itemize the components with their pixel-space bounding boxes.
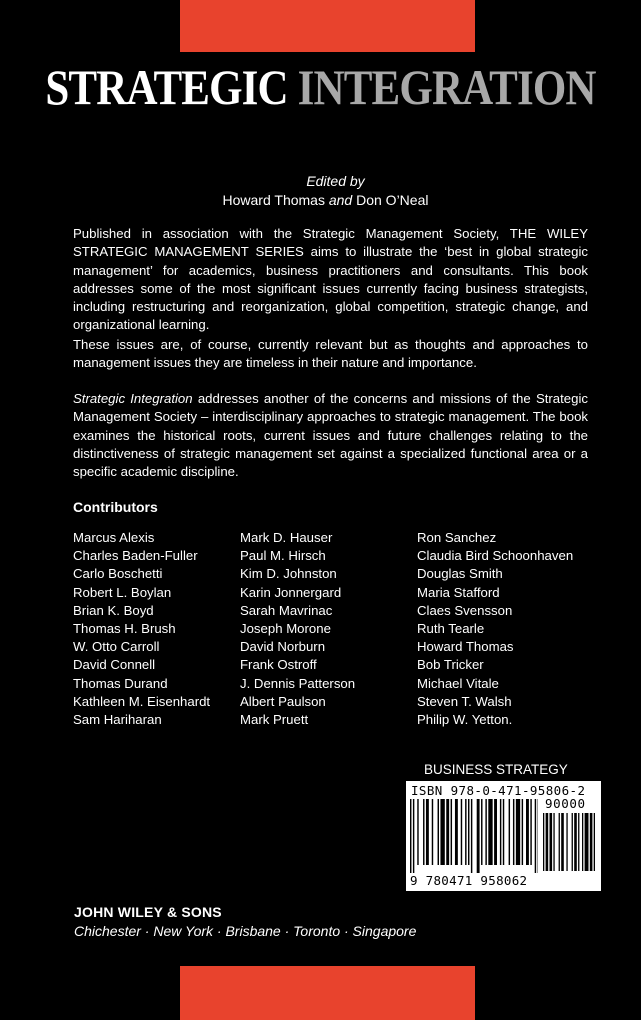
barcode-bar <box>535 799 536 873</box>
contributors-column-3 <box>417 529 573 729</box>
contributor-name: Joseph Morone <box>240 620 331 636</box>
contributor-name: Claes Svensson <box>417 602 513 618</box>
editor-1: Howard Thomas <box>222 192 325 208</box>
barcode-bar <box>471 799 472 873</box>
barcode-bar <box>559 813 560 871</box>
contributor-name: David Connell <box>73 657 156 673</box>
title-word-strategic: STRATEGIC <box>45 59 288 115</box>
barcode-bar <box>550 813 553 871</box>
top-red-bar <box>180 0 475 52</box>
book-title <box>45 58 596 116</box>
contributor-name: Ruth Tearle <box>417 620 485 636</box>
barcode-bar <box>410 799 411 873</box>
ean-digits: 9 780471 958062 <box>410 873 528 888</box>
barcode-bar <box>446 799 449 865</box>
contributor-name: Sam Hariharan <box>73 711 162 727</box>
barcode-bar <box>426 799 429 865</box>
editors-block <box>0 172 641 210</box>
barcode-bar <box>530 799 531 865</box>
barcode-bar <box>546 813 549 871</box>
barcode-bar <box>578 813 579 871</box>
barcode-bar <box>440 799 444 865</box>
contributor-name: David Norburn <box>240 639 326 655</box>
barcode-bar <box>509 799 510 865</box>
description-paragraph-3 <box>73 390 588 481</box>
barcode-bar <box>553 813 554 871</box>
barcode-bar <box>468 799 469 865</box>
barcode-bar <box>513 799 514 865</box>
barcode-bar <box>516 799 520 865</box>
contributor-name: Howard Thomas <box>417 639 514 655</box>
contributors-column-2 <box>240 529 355 729</box>
barcode-bar <box>451 799 452 865</box>
description-paragraph-1: Published in association with the Strategic Management Society, THE WILEY STRATEGIC MANAGEMENT SERIES aims to illustrate the ‘best in global strategic management’ for academics, business practitioners and consultants. This book addresses some of the most significant issues currently facing business strategists, including restructuring and reorganization, global competition, strategic change, and organizational learning. <box>73 226 588 333</box>
contributor-name: Steven T. Walsh <box>417 693 512 709</box>
barcode-bar <box>522 799 523 865</box>
addon-digits: 90000 <box>545 796 586 811</box>
contributor-name: Maria Stafford <box>417 584 500 600</box>
contributor-name: Albert Paulson <box>240 693 326 709</box>
and-word: and <box>328 192 353 208</box>
contributor-name: Philip W. Yetton. <box>417 711 513 727</box>
contributor-name: Frank Ostroff <box>240 657 317 673</box>
barcode-bar <box>500 799 501 865</box>
barcode-bar <box>590 813 593 871</box>
contributor-name: Carlo Boschetti <box>73 566 163 582</box>
barcode-bar <box>582 813 583 871</box>
publisher-cities: Chichester · New York · Brisbane · Toronto · Singapore <box>74 923 417 939</box>
contributor-name: Marcus Alexis <box>73 530 155 545</box>
contributor-name: Kim D. Johnston <box>240 566 337 582</box>
contributor-name: J. Dennis Patterson <box>240 675 356 691</box>
barcode-bar <box>585 813 589 871</box>
contributor-name: Thomas Durand <box>73 675 168 691</box>
contributor-name: Karin Jonnergard <box>240 584 342 600</box>
isbn-barcode <box>406 781 601 891</box>
contributor-name: Mark Pruett <box>240 711 309 727</box>
barcode-bar <box>413 799 414 873</box>
contributor-name: Mark D. Hauser <box>240 530 333 545</box>
ean-barcode-bars <box>410 799 538 875</box>
publisher-name: JOHN WILEY & SONS <box>74 904 222 920</box>
contributor-name: Charles Baden-Fuller <box>73 548 198 564</box>
book-title-italic: Strategic Integration <box>73 391 193 406</box>
editor-names <box>0 191 641 210</box>
contributors-heading: Contributors <box>73 499 158 515</box>
barcode-bar <box>572 813 573 871</box>
barcode-bar <box>417 799 418 865</box>
contributor-name: Bob Tricker <box>417 657 484 673</box>
contributors-column-1 <box>73 529 210 729</box>
barcode-bar <box>455 799 458 865</box>
isbn-text: ISBN 978-0-471-95806-2 <box>411 783 586 798</box>
contributor-name: Ron Sanchez <box>417 530 497 545</box>
barcode-bar <box>481 799 482 865</box>
contributor-name: Michael Vitale <box>417 675 499 691</box>
category-label: BUSINESS STRATEGY <box>424 762 568 777</box>
barcode-bar <box>594 813 595 871</box>
contributor-name: W. Otto Carroll <box>73 639 160 655</box>
contributor-name: Douglas Smith <box>417 566 503 582</box>
contributor-name: Claudia Bird Schoonhaven <box>417 548 574 564</box>
barcode-bar <box>543 813 544 871</box>
barcode-bar <box>503 799 504 865</box>
barcode-bar <box>494 799 497 865</box>
addon-barcode-bars <box>543 813 597 873</box>
contributor-name: Kathleen M. Eisenhardt <box>73 693 211 709</box>
barcode-bar <box>423 799 424 865</box>
contributor-name: Paul M. Hirsch <box>240 548 326 564</box>
barcode-bar <box>461 799 462 865</box>
barcode-bar <box>526 799 529 865</box>
contributor-name: Sarah Mavrinac <box>240 602 333 618</box>
editor-2: Don O’Neal <box>356 192 429 208</box>
barcode-bar <box>485 799 486 865</box>
barcode-bar <box>561 813 564 871</box>
barcode-bar <box>432 799 433 865</box>
description-paragraph-3-text: addresses another of the concerns and missions of the Strategic Management Society – interdisciplinary approaches to strategic management. The book examines the historical roots, current issues and future challenges relating to the distinctiveness of strategic management set against a specialized functional area or a specific academic discipline. <box>73 391 588 480</box>
contributor-name: Robert L. Boylan <box>73 584 172 600</box>
barcode-bar <box>465 799 466 865</box>
barcode-bar <box>488 799 492 865</box>
barcode-bar <box>574 813 577 871</box>
contributor-name: Thomas H. Brush <box>73 620 176 636</box>
edited-by-label: Edited by <box>306 173 365 189</box>
barcode-bar <box>566 813 567 871</box>
bottom-red-bar <box>180 966 475 1020</box>
description-paragraph-2: These issues are, of course, currently relevant but as thoughts and approaches to management issues they are timeless in their nature and importance. <box>73 337 588 371</box>
title-word-integration: INTEGRATION <box>297 59 596 115</box>
barcode-bar <box>477 799 480 873</box>
contributor-name: Brian K. Boyd <box>73 602 154 618</box>
barcode-bar <box>438 799 439 865</box>
